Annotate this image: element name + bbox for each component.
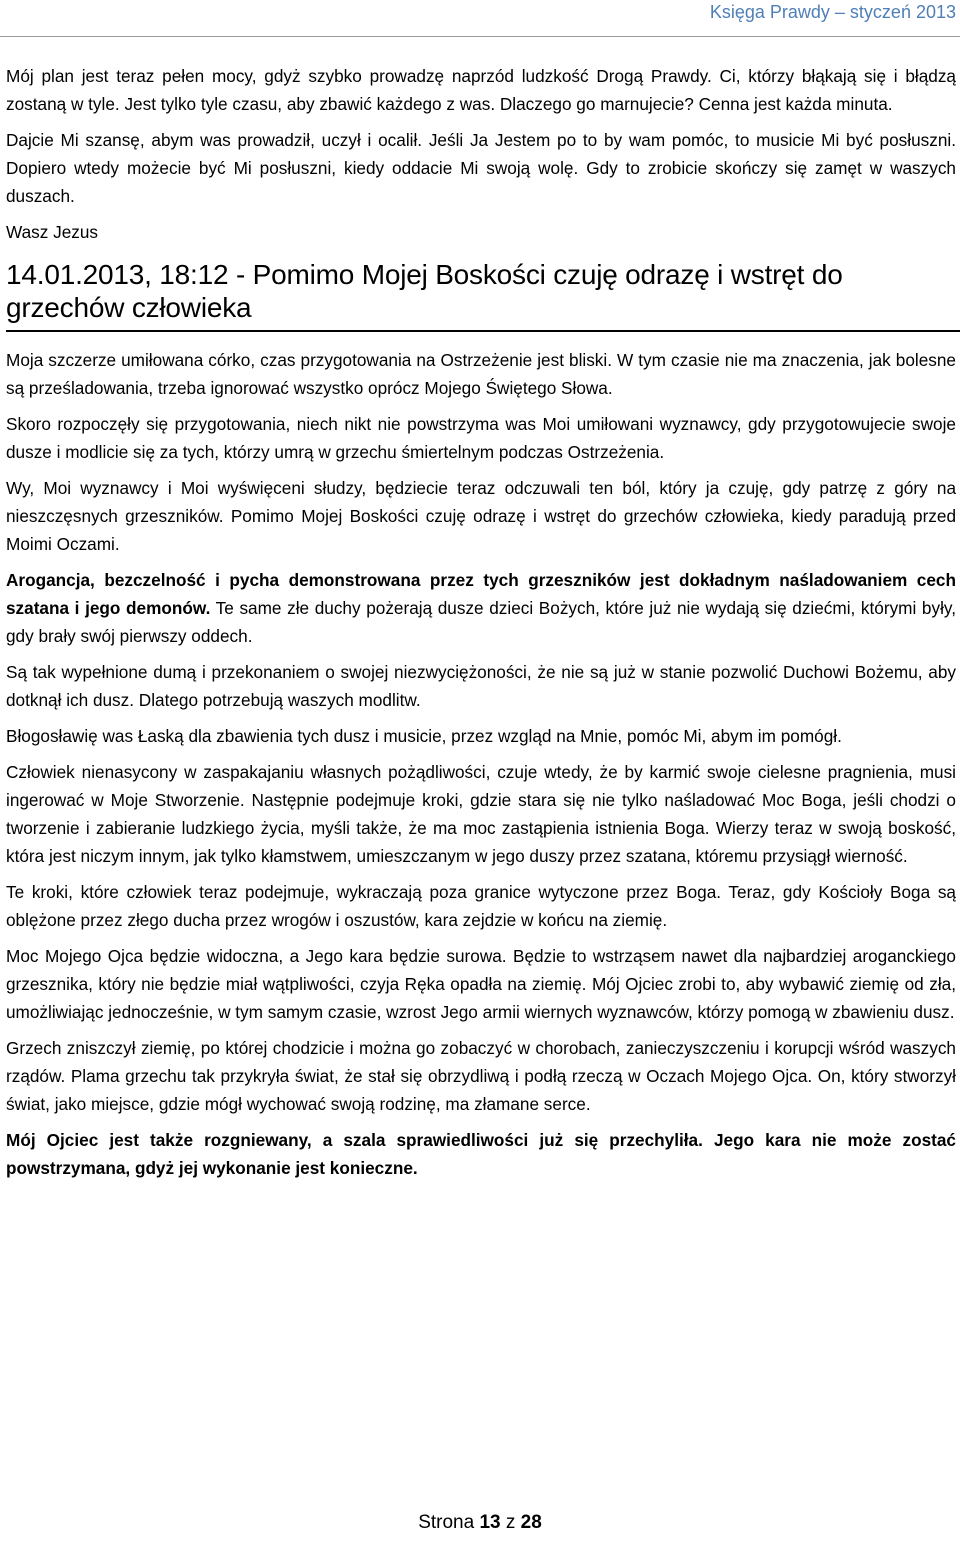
signature: Wasz Jezus bbox=[6, 222, 99, 242]
footer-middle: z bbox=[500, 1512, 521, 1533]
running-header: Księga Prawdy – styczeń 2013 bbox=[709, 2, 956, 22]
body-paragraph-2: Skoro rozpoczęły się przygotowania, niech nikt nie powstrzyma was Moi umiłowani wyznawcy, gdy przygotowujecie swoje dusze i modlicie się za tych, którzy umrą w grzechu śmiertelnym podczas Ostrzeżenia. bbox=[6, 414, 956, 462]
body-paragraph-4 bbox=[6, 566, 956, 650]
body-p4-rest: Te same złe duchy pożerają dusze dzieci Bożych, które już nie wydają się dziećmi, którymi były, gdy brały swój pierwszy oddech. bbox=[6, 598, 956, 646]
body-paragraph-10: Grzech zniszczył ziemię, po której chodzicie i można go zobaczyć w chorobach, zanieczyszczeniu i korupcji wśród waszych rządów. Plama grzechu tak przykryła świat, że stał się obrzydliwą i podłą rzeczą w Oczach Mojego Ojca. On, który stworzył świat, jako miejsce, gdzie mógł wychować swoją rodzinę, ma złamane serce. bbox=[6, 1038, 956, 1114]
footer-page-number: 13 bbox=[479, 1512, 501, 1533]
body-paragraph-7: Człowiek nienasycony w zaspakajaniu własnych pożądliwości, czuje wtedy, że by karmić swoje cielesne pragnienia, musi ingerować w Moje Stworzenie. Następnie podejmuje kroki, gdzie stara się nie tylko naśladować Moc Boga, jeśli chodzi o tworzenie i zabieranie ludzkiego życia, myśli także, że ma moc zastąpienia istnienia Boga. Wierzy teraz w swoją boskość, która jest niczym innym, jak tylko kłamstwem, umieszczanym w jego duszy przez szatana, któremu przysiągł wierność. bbox=[6, 762, 956, 866]
footer-total-pages: 28 bbox=[520, 1512, 542, 1533]
body-paragraph-5: Są tak wypełnione dumą i przekonaniem o swojej niezwyciężoności, że nie są już w stanie pozwolić Duchowi Bożemu, aby dotknął ich dusz. Dlatego potrzebują waszych modlitw. bbox=[6, 662, 956, 710]
footer-prefix: Strona bbox=[418, 1512, 480, 1533]
page-content bbox=[6, 62, 956, 1182]
body-paragraph-1: Moja szczerze umiłowana córko, czas przygotowania na Ostrzeżenie jest bliski. W tym czasie nie ma znaczenia, jak bolesne są prześladowania, trzeba ignorować wszystko oprócz Mojego Świętego Słowa. bbox=[6, 350, 956, 398]
body-paragraph-6: Błogosławię was Łaską dla zbawienia tych dusz i musicie, przez wzgląd na Mnie, pomóc Mi, abym im pomógł. bbox=[6, 726, 842, 746]
intro-paragraph-1: Mój plan jest teraz pełen mocy, gdyż szybko prowadzę naprzód ludzkość Drogą Prawdy. Ci, którzy błąkają się i błądzą zostaną w tyle. Jest tylko tyle czasu, aby zbawić każdego z was. Dlaczego go marnujecie? Cenna jest każda minuta. bbox=[6, 66, 956, 114]
intro-p2-part-a: Dajcie Mi szansę, abym was prowadził, uczył i ocalił. bbox=[6, 130, 423, 150]
body-paragraph-11 bbox=[6, 1126, 956, 1182]
body-paragraph-9: Moc Mojego Ojca będzie widoczna, a Jego kara będzie surowa. Będzie to wstrząsem nawet dla najbardziej aroganckiego grzesznika, który nie będzie miał wątpliwości, czyja Ręka opadła na ziemię. Mój Ojciec zrobi to, aby wybawić ziemię od zła, umożliwiając jednocześnie, w tym samym czasie, wzrost Jego armii wiernych wyznawców, którzy pomogą w zbawieniu dusz. bbox=[6, 946, 956, 1022]
title-rule bbox=[6, 330, 960, 332]
body-p11-bold: Mój Ojciec jest także rozgniewany, a szala sprawiedliwości już się przechyliła. Jego kara nie może zostać powstrzymana, gdyż jej wykonanie jest konieczne. bbox=[6, 1130, 956, 1178]
body-paragraph-8: Te kroki, które człowiek teraz podejmuje, wykraczają poza granice wytyczone przez Boga. Teraz, gdy Kościoły Boga są oblężone przez złego ducha przez wrogów i oszustów, kara zejdzie w końcu na ziemię. bbox=[6, 882, 956, 930]
header-rule bbox=[0, 36, 960, 37]
message-title: 14.01.2013, 18:12 - Pomimo Mojej Boskości czuję odrazę i wstręt do grzechów człowieka bbox=[6, 259, 843, 323]
intro-p2-part-c: Dopiero wtedy możecie być Mi posłuszni, kiedy oddacie Mi swoją wolę. Gdy to zrobicie skończy się zamęt w waszych duszach. bbox=[6, 158, 956, 206]
page-footer bbox=[0, 1510, 960, 1536]
intro-paragraph-2 bbox=[6, 126, 956, 210]
body-p4-bold: Arogancja, bezczelność i pycha demonstrowana przez tych grzeszników jest dokładnym naśladowaniem cech szatana i jego demonów. bbox=[6, 570, 956, 618]
body-paragraph-3: Wy, Moi wyznawcy i Moi wyświęceni słudzy, będziecie teraz odczuwali ten ból, który ja czuję, gdy patrzę z góry na nieszczęsnych grzeszników. Pomimo Mojej Boskości czuję odrazę i wstręt do grzechów człowieka, kiedy paradują przed Moimi Oczami. bbox=[6, 478, 956, 554]
intro-p2-part-b: Jeśli Ja Jestem po to by wam pomóc, to musicie Mi być posłuszni. bbox=[422, 130, 956, 150]
